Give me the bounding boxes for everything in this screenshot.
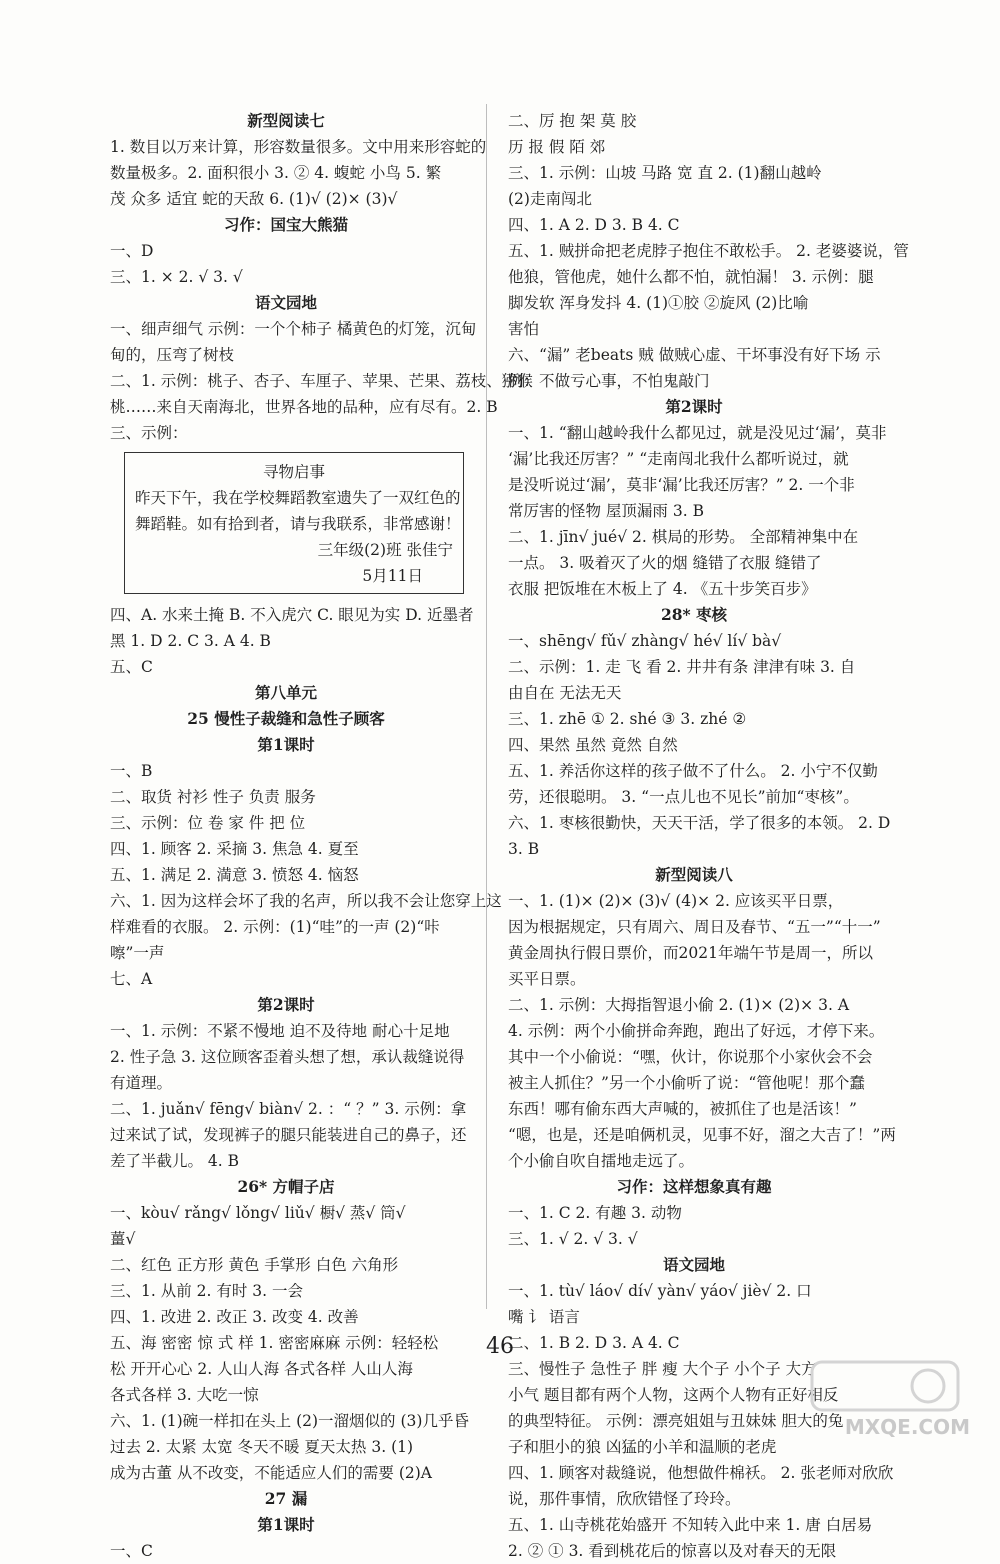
answer-line: 二、1. B 2. D 3. A 4. C (508, 1334, 680, 1352)
answer-line: 茂 众多 适宜 蛇的天敌 6. (1)√ (2)× (3)√ (110, 190, 398, 208)
answer-line: 1. 数目以万来计算，形容数量很多。文中用来形容蛇的 (110, 138, 487, 156)
answer-line: 二、厉 抱 架 莫 胶 (508, 112, 637, 130)
answer-line: 六、1. 枣核很勤快，天天干活，学了很多的本领。 2. D (508, 814, 891, 832)
answer-line: 四、1. A 2. D 3. B 4. C (508, 216, 680, 234)
watermark-logo-icon (810, 1358, 960, 1414)
answer-line: 是没听说过‘漏’，莫非‘漏’比我还厉害？” 2. 一个非 (508, 476, 855, 494)
watermark-text: MXQE.COM (844, 1415, 970, 1439)
answer-line: 松 开开心心 2. 人山人海 各式各样 人山人海 (110, 1360, 413, 1378)
section-heading: 28* 枣核 (660, 605, 728, 624)
answer-line: 一、1. 示例：不紧不慢地 迫不及待地 耐心十足地 (110, 1022, 450, 1040)
answer-line: 六、1. (1)碗一样扣在头上 (2)一溜烟似的 (3)几乎昏 (110, 1412, 469, 1430)
answer-line: 五、海 密密 惊 式 样 1. 密密麻麻 示例：轻轻松 (110, 1334, 439, 1352)
lost-item-notice (124, 452, 464, 594)
answer-line: 桃……来自天南海北，世界各地的品种，应有尽有。2. B (110, 398, 498, 416)
answer-line: 嘴 讠 语言 (508, 1308, 580, 1326)
section-heading: 第1课时 (257, 735, 315, 754)
answer-line: 二、1. juǎn√ fēng√ biàn√ 2. ：“ ？” 3. 示例：拿 (110, 1100, 467, 1118)
notice-title: 寻物启事 (262, 463, 325, 481)
answer-line: 一、D (110, 242, 154, 260)
section-heading: 第1课时 (257, 1515, 315, 1534)
section-heading: 新型阅读八 (655, 865, 733, 884)
answer-line: 因为根据规定，只有周六、周日及春节、“五一”“十一” (508, 918, 881, 936)
answer-line: 东西！哪有偷东西大声喊的，被抓住了也是活该！” (508, 1100, 857, 1118)
answer-line: 五、1. 贼拼命把老虎脖子抱住不敢松手。 2. 老婆婆说，管 (508, 242, 909, 260)
answer-line: 三、1. 从前 2. 有时 3. 一会 (110, 1282, 304, 1300)
notice-body-1: 昨天下午，我在学校舞蹈教室遗失了一双红色的 (135, 489, 461, 507)
section-heading: 语文园地 (662, 1255, 725, 1274)
answer-line: 二、取货 衬衫 性子 负责 服务 (110, 788, 316, 806)
page-number: 46 (486, 1334, 514, 1359)
answer-line: 嚓”一声 (110, 944, 165, 962)
answer-line: 例：不做亏心事，不怕鬼敲门 (508, 372, 710, 390)
answer-line: 子和胆小的狼 凶猛的小羊和温顺的老虎 (508, 1438, 777, 1456)
section-heading: 第2课时 (257, 995, 315, 1014)
answer-line: 过去 2. 太紧 太宽 冬天不暖 夏天太热 3. (1) (110, 1438, 414, 1456)
answer-line: 他狼，管他虎，她什么都不怕，就怕漏！ 3. 示例：腿 (508, 268, 874, 286)
answer-line: 五、1. 山寺桃花始盛开 不知转入此中来 1. 唐 白居易 (508, 1516, 873, 1534)
section-heading: 习作：这样想象真有趣 (616, 1177, 772, 1196)
answer-line: (2)走南闯北 (508, 190, 592, 208)
answer-line: 薑√ (110, 1230, 136, 1248)
answer-line: 一、kòu√ rǎng√ lǒng√ liǔ√ 橱√ 蒸√ 筒√ (110, 1204, 406, 1222)
answer-line: 小气 题目都有两个人物，这两个人物有正好相反 (508, 1386, 839, 1404)
answer-line: 三、1. × 2. √ 3. √ (110, 268, 243, 286)
answer-line: 2. ② ① 3. 看到桃花后的惊喜以及对春天的无限 (508, 1542, 837, 1560)
answer-line: 二、示例：1. 走 飞 看 2. 井井有条 津津有味 3. 自 (508, 658, 856, 676)
answer-line: 五、C (110, 658, 153, 676)
answer-line: 一、1. “翻山越岭我什么都见过，就是没见过‘漏’，莫非 (508, 424, 887, 442)
section-heading: 25 慢性子裁缝和急性子顾客 (187, 709, 385, 728)
answer-line: 差了半截儿。 4. B (110, 1152, 240, 1170)
answer-line: 四、果然 虽然 竟然 自然 (508, 736, 678, 754)
answer-line: 三、示例：位 卷 家 件 把 位 (110, 814, 306, 832)
answer-line: 一点。 3. 吸着灭了火的烟 缝错了衣服 缝错了 (508, 554, 822, 572)
answer-line: 4. 示例：两个小偷拼命奔跑，跑出了好远，才停下来。 (508, 1022, 885, 1040)
answer-line: 一、细声细气 示例：一个个柿子 橘黄色的灯笼，沉甸 (110, 320, 477, 338)
section-heading: 习作：国宝大熊猫 (223, 215, 348, 234)
section-heading: 26* 方帽子店 (237, 1177, 335, 1196)
answer-line: 三、1. √ 2. √ 3. √ (508, 1230, 638, 1248)
answer-line: 劳，还很聪明。 3. “一点儿也不见长”前加“枣核”。 (508, 788, 859, 806)
notice-signer: 三年级(2)班 张佳宁 (317, 541, 453, 559)
answer-line: 的典型特征。 示例：漂亮姐姐与丑妹妹 胆大的兔 (508, 1412, 844, 1430)
notice-date: 5月11日 (362, 567, 423, 585)
answer-line: 二、1. 示例：大拇指智退小偷 2. (1)× (2)× 3. A (508, 996, 850, 1014)
section-heading: 第2课时 (665, 397, 723, 416)
answer-line: 三、示例： (110, 424, 188, 442)
answer-line: 有道理。 (110, 1074, 173, 1092)
section-heading: 语文园地 (254, 293, 317, 312)
notice-body-2: 舞蹈鞋。如有拾到者，请与我联系，非常感谢！ (135, 515, 461, 533)
answer-line: 四、1. 顾客对裁缝说，他想做件棉袄。 2. 张老师对欣欣 (508, 1464, 894, 1482)
answer-line: 过来试了试，发现裤子的腿只能装进自己的鼻子，还 (110, 1126, 467, 1144)
answer-line: 六、“漏” 老beats 贼 做贼心虚、干坏事没有好下场 示 (508, 346, 881, 364)
answer-line: 七、A (110, 970, 153, 988)
answer-line: 成为古董 从不改变，不能适应人们的需要 (2)A (110, 1464, 433, 1482)
answer-line: “嗯，也是，还是咱俩机灵，见事不好，溜之大吉了！”两 (508, 1126, 896, 1144)
answer-line: 一、B (110, 762, 153, 780)
answer-line: 三、慢性子 急性子 胖 瘦 大个子 小个子 大方 (508, 1360, 817, 1378)
column-divider (486, 104, 487, 1309)
answer-line: 个小偷自吹自擂地走远了。 (508, 1152, 695, 1170)
answer-line: 一、shēng√ fǔ√ zhàng√ hé√ lí√ bà√ (508, 632, 782, 650)
answer-line: 四、1. 改进 2. 改正 3. 改变 4. 改善 (110, 1308, 359, 1326)
answer-line: 脚发软 浑身发抖 4. (1)①胶 ②旋风 (2)比喻 (508, 294, 809, 312)
answer-line: 六、1. 因为这样会坏了我的名声，所以我不会让您穿上这 (110, 892, 502, 910)
answer-line: 一、1. C 2. 有趣 3. 动物 (508, 1204, 682, 1222)
answer-line: 甸的，压弯了树枝 (110, 346, 235, 364)
answer-line: 四、1. 顾客 2. 采摘 3. 焦急 4. 夏至 (110, 840, 359, 858)
answer-line: 二、1. jīn√ jué√ 2. 棋局的形势。 全部精神集中在 (508, 528, 859, 546)
answer-line: 三、1. 示例：山坡 马路 宽 直 2. (1)翻山越岭 (508, 164, 822, 182)
answer-line: 一、1. (1)× (2)× (3)√ (4)× 2. 应该买平日票， (508, 892, 844, 910)
answer-line: 历 报 假 陌 郊 (508, 138, 606, 156)
answer-line: 2. 性子急 3. 这位顾客歪着头想了想，承认裁缝说得 (110, 1048, 465, 1066)
answer-line: 各式各样 3. 大吃一惊 (110, 1386, 259, 1404)
answer-line: 数量极多。2. 面积很小 3. ② 4. 蝮蛇 小鸟 5. 繁 (110, 164, 442, 182)
answer-line: 三、1. zhē ① 2. shé ③ 3. zhé ② (508, 710, 747, 728)
answer-line: ‘漏’比我还厉害？” “走南闯北我什么都听说过，就 (508, 450, 849, 468)
answer-line: 常厉害的怪物 屋顶漏雨 3. B (508, 502, 704, 520)
answer-line: 一、C (110, 1542, 153, 1560)
answer-line: 3. B (508, 840, 540, 858)
answer-line: 二、红色 正方形 黄色 手掌形 白色 六角形 (110, 1256, 399, 1274)
answer-line: 衣服 把饭堆在木板上了 4. 《五十步笑百步》 (508, 580, 817, 598)
answer-line: 其中一个小偷说：“嘿，伙计，你说那个小家伙会不会 (508, 1048, 873, 1066)
section-heading: 第八单元 (254, 683, 317, 702)
answer-line: 说，那件事情，欣欣错怪了玲玲。 (508, 1490, 741, 1508)
answer-line: 四、A. 水来土掩 B. 不入虎穴 C. 眼见为实 D. 近墨者 (110, 606, 474, 624)
answer-line: 害怕 (508, 320, 540, 338)
section-heading: 新型阅读七 (247, 111, 325, 130)
section-heading: 27 漏 (264, 1489, 308, 1508)
answer-line: 被主人抓住？”另一个小偷听了说：“管他呢！那个蠢 (508, 1074, 865, 1092)
answer-line: 五、1. 养活你这样的孩子做不了什么。 2. 小宁不仅勤 (508, 762, 878, 780)
answer-line: 五、1. 满足 2. 満意 3. 愤怒 4. 恼怒 (110, 866, 359, 884)
answer-line: 样难看的衣服。 2. 示例：(1)“哇”的一声 (2)“咔 (110, 918, 440, 936)
answer-line: 买平日票。 (508, 970, 586, 988)
answer-line: 一、1. tù√ láo√ dí√ yàn√ yáo√ jiè√ 2. 口 (508, 1282, 812, 1300)
answer-line: 黄金周执行假日票价，而2021年端午节是周一，所以 (508, 944, 873, 962)
answer-line: 黑 1. D 2. C 3. A 4. B (110, 632, 271, 650)
answer-line: 二、1. 示例：桃子、杏子、车厘子、苹果、芒果、荔枝、猕猴 (110, 372, 533, 390)
answer-line: 由自在 无法无天 (508, 684, 622, 702)
